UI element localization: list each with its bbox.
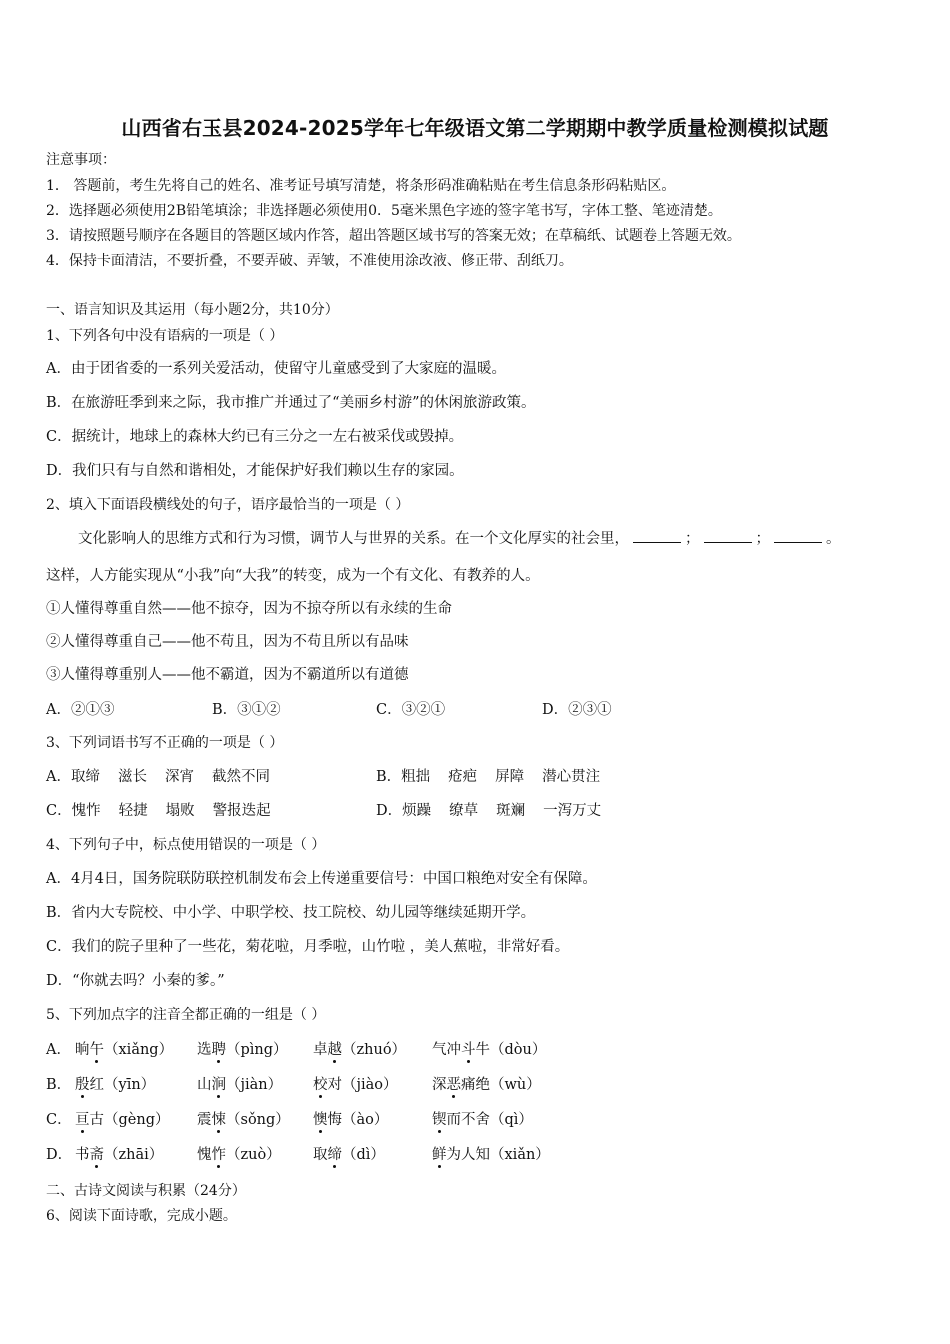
passage-line — [78, 529, 841, 549]
dotted-character: 聘 — [211, 1042, 226, 1058]
word: 屏障 — [495, 769, 525, 785]
pinyin-annotation: （xiǎn） — [490, 1147, 550, 1163]
pinyin-item — [432, 1040, 546, 1060]
dotted-character: 锲 — [432, 1112, 447, 1128]
question-stem: 4、下列句子中，标点使用错误的一项是（ ） — [46, 837, 326, 853]
pinyin-annotation: （zhuó） — [342, 1042, 407, 1058]
passage-end: 。 — [826, 531, 841, 547]
pinyin-annotation: （yīn） — [104, 1077, 156, 1093]
option-line: D．“你就去吗？小秦的爹。” — [46, 973, 225, 989]
dotted-character: 斋 — [89, 1147, 104, 1163]
question-stem: 3、下列词语书写不正确的一项是（ ） — [46, 735, 284, 751]
pinyin-item — [313, 1040, 406, 1060]
dotted-character: 亘 — [75, 1112, 90, 1128]
word: 截然不同 — [211, 769, 270, 785]
dotted-character: 懊 — [313, 1112, 328, 1128]
word: 一泻万丈 — [543, 803, 602, 819]
pinyin-item — [197, 1040, 288, 1060]
passage-separator: ； — [685, 531, 700, 547]
word-part: 晌 — [75, 1042, 90, 1058]
option-d: D．②③① — [542, 702, 612, 718]
option-label: C． — [46, 803, 72, 819]
word-part: 山 — [197, 1077, 212, 1093]
pinyin-annotation: （pìng） — [226, 1042, 288, 1058]
word: 取缔 — [70, 769, 100, 785]
pinyin-annotation: （dòu） — [490, 1042, 547, 1058]
option-b — [376, 767, 600, 787]
word: 轻捷 — [118, 803, 148, 819]
option-line: C．据统计，地球上的森林大约已有三分之一左右被采伐或毁掉。 — [46, 429, 464, 445]
dotted-character: 校 — [313, 1077, 328, 1093]
word: 潜心贯注 — [542, 769, 601, 785]
word-part: 愧 — [197, 1147, 212, 1163]
question-stem: 5、下列加点字的注音全都正确的一组是（ ） — [46, 1007, 326, 1023]
question-stem: 1、下列各句中没有语病的一项是（ ） — [46, 328, 284, 344]
pinyin-annotation: （zuò） — [226, 1147, 281, 1163]
word-part: 痛绝 — [461, 1077, 490, 1093]
section-heading: 一、语言知识及其运用（每小题2分，共10分） — [46, 302, 339, 318]
word-part: 古 — [89, 1112, 104, 1128]
pinyin-annotation: （ào） — [342, 1112, 389, 1128]
option-line: A．4月4日，国务院联防联控机制发布会上传递重要信号：中国口粮绝对安全有保障。 — [46, 871, 597, 887]
pinyin-item — [197, 1075, 282, 1095]
notice-item: 4．保持卡面清洁，不要折叠，不要弄破、弄皱，不准使用涂改液、修正带、刮纸刀。 — [46, 253, 573, 269]
pinyin-annotation: （sǒng） — [226, 1112, 290, 1128]
pinyin-annotation: （jiàn） — [226, 1077, 283, 1093]
notice-item: 2．选择题必须使用2B铅笔填涂；非选择题必须使用0．5毫米黑色字迹的签字笔书写，字体工整、笔迹清楚。 — [46, 203, 722, 219]
word: 疮疤 — [448, 769, 478, 785]
word: 塌败 — [165, 803, 195, 819]
dotted-character: 悚 — [211, 1112, 226, 1128]
option-label: A． — [46, 769, 71, 785]
dotted-character: 鲜 — [432, 1147, 447, 1163]
notice-heading: 注意事项： — [46, 152, 116, 168]
option-label: A． — [46, 1042, 71, 1058]
word: 警报迭起 — [212, 803, 271, 819]
dotted-character: 殷 — [75, 1077, 90, 1093]
word-part: 悔 — [327, 1112, 342, 1128]
pinyin-item — [75, 1145, 163, 1165]
option-label: B． — [46, 1077, 72, 1093]
section-heading: 二、古诗文阅读与积累（24分） — [46, 1183, 246, 1199]
option-line: D．我们只有与自然和谐相处，才能保护好我们赖以生存的家园。 — [46, 463, 464, 479]
dotted-character: 午 — [89, 1042, 104, 1058]
option-line: B．省内大专院校、中小学、中职学校、技工院校、幼儿园等继续延期开学。 — [46, 905, 536, 921]
word-part: 牛 — [475, 1042, 490, 1058]
pinyin-item — [432, 1145, 550, 1165]
pinyin-item — [75, 1040, 173, 1060]
option-c: C．③②① — [376, 702, 446, 718]
pinyin-item — [75, 1075, 155, 1095]
dotted-character: 恶 — [446, 1077, 461, 1093]
word: 深宵 — [164, 769, 194, 785]
passage-separator: ； — [755, 531, 770, 547]
pinyin-annotation: （jiào） — [342, 1077, 398, 1093]
word-part: 为人知 — [446, 1147, 490, 1163]
pinyin-annotation: （dì） — [342, 1147, 385, 1163]
option-label: D． — [376, 803, 403, 819]
notice-item: 1． 答题前，考生先将自己的姓名、准考证号填写清楚，将条形码准确粘贴在考生信息条形码粘贴区。 — [46, 178, 676, 194]
sentence-item: ③人懂得尊重别人——他不霸道，因为不霸道所以有道德 — [46, 667, 409, 683]
pinyin-item — [197, 1145, 281, 1165]
word-part: 气冲 — [432, 1042, 461, 1058]
word-part: 深 — [432, 1077, 447, 1093]
word-part: 震 — [197, 1112, 212, 1128]
option-line: C．我们的院子里种了一些花，菊花啦，月季啦，山竹啦 ，美人蕉啦，非常好看。 — [46, 939, 570, 955]
passage-text: 文化影响人的思维方式和行为习惯，调节人与世界的关系。在一个文化厚实的社会里， — [78, 531, 629, 547]
option-line: B．在旅游旺季到来之际，我市推广并通过了“美丽乡村游”的休闲旅游政策。 — [46, 395, 536, 411]
answer-blank — [704, 530, 752, 543]
pinyin-annotation: （gèng） — [104, 1112, 170, 1128]
option-a: A．②①③ — [46, 702, 115, 718]
option-c — [46, 801, 271, 821]
question-stem: 6、阅读下面诗歌，完成小题。 — [46, 1208, 237, 1224]
dotted-character: 怍 — [211, 1147, 226, 1163]
sentence-item: ①人懂得尊重自然——他不掠夺，因为不掠夺所以有永续的生命 — [46, 601, 452, 617]
answer-blank — [633, 530, 681, 543]
pinyin-annotation: （xiǎng） — [104, 1042, 174, 1058]
answer-blank — [774, 530, 822, 543]
question-stem: 2、填入下面语段横线处的句子，语序最恰当的一项是（ ） — [46, 497, 410, 513]
option-label: C． — [46, 1112, 72, 1128]
option-label: B． — [376, 769, 402, 785]
pinyin-item — [75, 1110, 169, 1130]
word-part: 卓 — [313, 1042, 328, 1058]
sentence-item: ②人懂得尊重自己——他不苟且，因为不苟且所以有品味 — [46, 634, 409, 650]
pinyin-item — [313, 1110, 388, 1130]
word-part: 书 — [75, 1147, 90, 1163]
dotted-character: 缔 — [327, 1147, 342, 1163]
passage-line: 这样，人方能实现从“小我”向“大我”的转变，成为一个有文化、有教养的人。 — [46, 568, 540, 584]
word-part: 而不舍 — [446, 1112, 490, 1128]
pinyin-item — [313, 1145, 385, 1165]
option-d — [376, 801, 601, 821]
pinyin-annotation: （wù） — [490, 1077, 541, 1093]
pinyin-annotation: （zhāi） — [104, 1147, 164, 1163]
word-part: 取 — [313, 1147, 328, 1163]
word: 烦躁 — [402, 803, 432, 819]
dotted-character: 斗 — [461, 1042, 476, 1058]
page-title: 山西省右玉县2024-2025学年七年级语文第二学期期中教学质量检测模拟试题 — [121, 116, 829, 140]
option-line: A．由于团省委的一系列关爱活动，使留守儿童感受到了大家庭的温暖。 — [46, 361, 506, 377]
dotted-character: 越 — [327, 1042, 342, 1058]
word: 粗拙 — [401, 769, 431, 785]
option-b: B．③①② — [212, 702, 281, 718]
word: 滋长 — [117, 769, 147, 785]
option-label: D． — [46, 1147, 73, 1163]
word: 缭草 — [449, 803, 479, 819]
word-part: 红 — [89, 1077, 104, 1093]
pinyin-annotation: （qì） — [490, 1112, 533, 1128]
word: 斑斓 — [496, 803, 526, 819]
pinyin-item — [313, 1075, 398, 1095]
word: 愧怍 — [71, 803, 101, 819]
dotted-character: 涧 — [211, 1077, 226, 1093]
pinyin-item — [432, 1075, 541, 1095]
option-a — [46, 767, 270, 787]
pinyin-item — [197, 1110, 290, 1130]
word-part: 对 — [327, 1077, 342, 1093]
notice-item: 3．请按照题号顺序在各题目的答题区域内作答，超出答题区域书写的答案无效；在草稿纸、试题卷上答题无效。 — [46, 228, 741, 244]
word-part: 选 — [197, 1042, 212, 1058]
pinyin-item — [432, 1110, 533, 1130]
